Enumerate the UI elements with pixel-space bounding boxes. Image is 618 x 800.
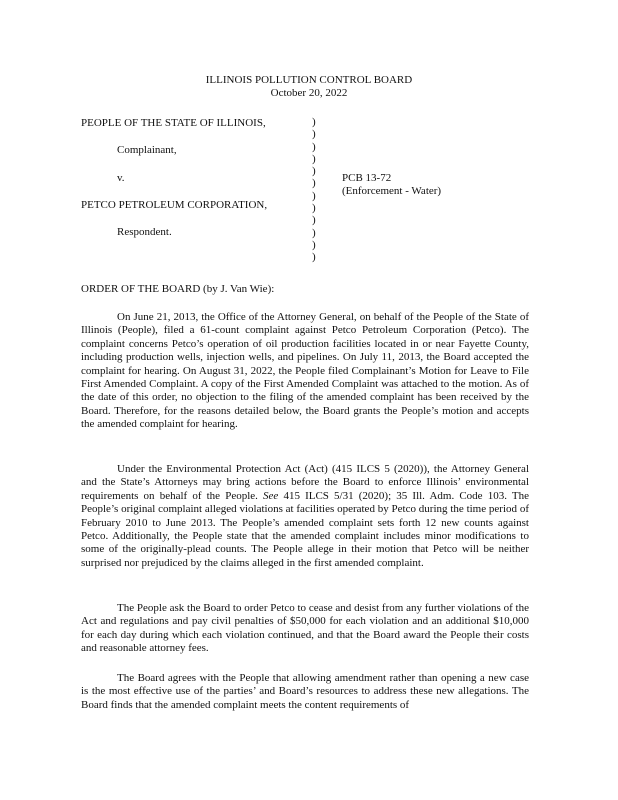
caption-paren: ) [312, 152, 316, 165]
complainant-label: Complainant, [117, 144, 177, 156]
order-heading: ORDER OF THE BOARD (by J. Van Wie): [81, 283, 275, 295]
paragraph-1 [81, 311, 529, 432]
paragraph-2 [81, 463, 529, 570]
board-name-heading: ILLINOIS POLLUTION CONTROL BOARD [205, 74, 413, 86]
caption-paren: ) [312, 128, 316, 141]
case-number: PCB 13-72 [342, 172, 392, 184]
order-date: October 20, 2022 [270, 87, 348, 99]
complainant-party: PEOPLE OF THE STATE OF ILLINOIS, [81, 117, 266, 129]
paragraph-3-text: The People ask the Board to order Petco to cease and desist from any further violations of the Act and regulations and pay civil penalties of $50,000 for each violation and an additional $10,000 for each day during which each violation continued, and that the Board award the People their costs and reasonable attorney fees. [81, 602, 529, 655]
respondent-party: PETCO PETROLEUM CORPORATION, [81, 199, 268, 211]
paragraph-2-text-b: 415 ILCS 5/31 (2020); 35 Ill. Adm. Code 103. The People’s original complaint alleged violations at facilities operated by Petco during the time period of February 2010 to June 2013. The People’s amended complaint sets forth 12 new counts against Petco. Additionally, the People state that the amended complaint includes minor modifications to some of the originally-plead counts. The People allege in their motion that Petco will be neither surprised nor prejudiced by the claims alleged in the first amended complaint. [81, 489, 529, 569]
paragraph-4 [81, 672, 529, 712]
signal-see: See [263, 489, 279, 502]
caption-paren-column [312, 116, 316, 264]
versus-label: v. [117, 172, 125, 184]
caption-paren: ) [312, 251, 316, 264]
case-type: (Enforcement - Water) [342, 185, 442, 197]
respondent-label: Respondent. [117, 226, 172, 238]
caption-paren: ) [312, 189, 316, 202]
caption-paren: ) [312, 116, 316, 128]
paragraph-1-text: On June 21, 2013, the Office of the Attorney General, on behalf of the People of the State of Illinois (People), filed a 61-count complaint against Petco Petroleum Corporation (Petco). The complaint concerns Petco’s operation of oil production facilities located in or near Fayette County, including production wells, injection wells, and pipelines. On July 11, 2013, the Board accepted the complaint for hearing. On August 31, 2022, the People filed Complainant’s Motion for Leave to File First Amended Complaint. A copy of the First Amended Complaint was attached to the motion. As of the date of this order, no objection to the filing of the amended complaint has been received by the Board. Therefore, for the reasons detailed below, the Board grants the People’s motion and accepts the amended complaint for hearing. [81, 311, 529, 431]
caption-paren: ) [312, 238, 316, 251]
paragraph-3 [81, 602, 529, 656]
caption-paren: ) [312, 202, 316, 215]
caption-paren: ) [312, 165, 316, 178]
caption-paren: ) [312, 177, 316, 190]
paragraph-4-text: The Board agrees with the People that allowing amendment rather than opening a new case is the most effective use of the parties’ and Board’s resources to address these new allegations. The Board finds that the amended complaint meets the content requirements of [81, 672, 529, 711]
paragraph-2-text-a: Under the Environmental Protection Act (Act) (415 ILCS 5 (2020)), the Attorney General and the State’s Attorneys may bring actions before the Board to enforce Illinois’ environmental requirements on behalf of the People. [81, 463, 529, 502]
caption-paren: ) [312, 214, 316, 227]
caption-paren: ) [312, 140, 316, 153]
caption-paren: ) [312, 226, 316, 239]
